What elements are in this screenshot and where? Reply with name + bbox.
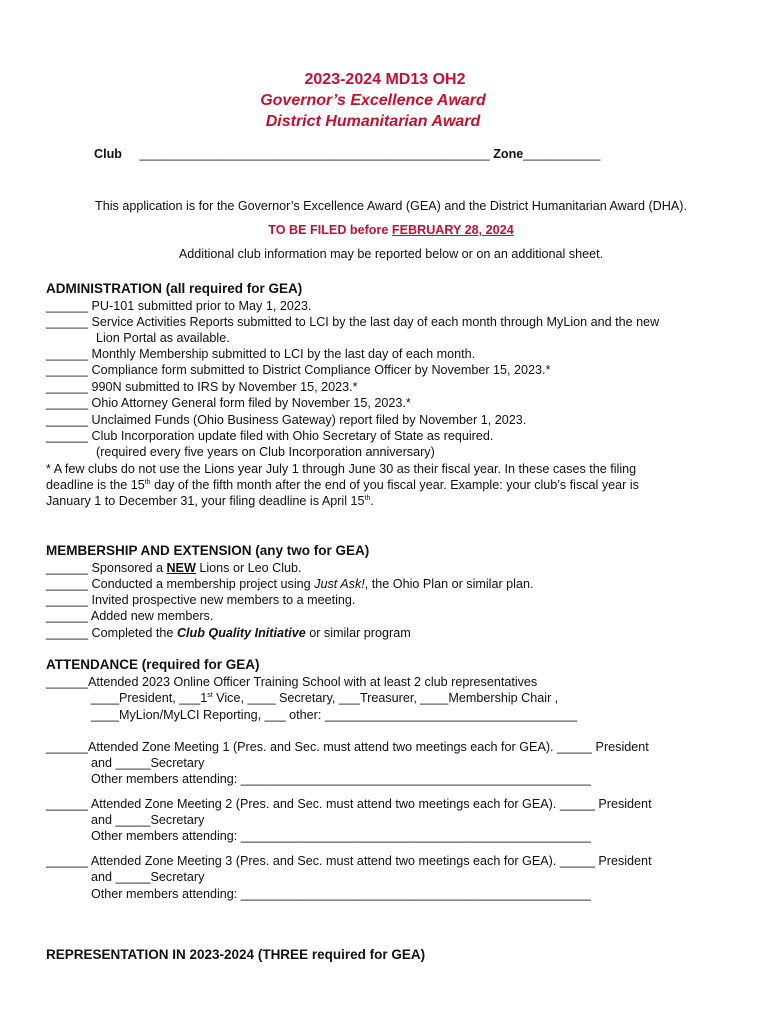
membership-item — [46, 560, 302, 576]
training-roles-other[interactable]: ____MyLion/MyLCI Reporting, ___ other: ____________________________________ — [91, 708, 577, 722]
club-zone-row — [94, 147, 600, 161]
admin-item — [46, 379, 358, 395]
admin-item-continuation: Lion Portal as available. — [96, 331, 230, 345]
admin-item-label: Ohio Attorney General form filed by November 15, 2023.* — [91, 396, 411, 410]
admin-item-label: 990N submitted to IRS by November 15, 2023.* — [91, 380, 358, 394]
membership-item — [46, 592, 355, 608]
emphasis-new: NEW — [166, 561, 196, 575]
checkbox-blank[interactable]: ______ — [46, 609, 89, 623]
zone-meeting-3-secretary[interactable]: and _____Secretary — [91, 870, 205, 884]
membership-item-label: Invited prospective new members to a meeting. — [91, 593, 356, 607]
membership-item-label: Sponsored a — [91, 561, 167, 575]
footnote-line — [46, 493, 374, 509]
membership-heading: MEMBERSHIP AND EXTENSION (any two for GEA) — [46, 543, 370, 558]
program-name: Just Ask! — [314, 577, 365, 591]
admin-item — [46, 314, 659, 330]
attendance-heading: ATTENDANCE (required for GEA) — [46, 657, 260, 672]
administration-heading: ADMINISTRATION (all required for GEA) — [46, 281, 303, 296]
checkbox-blank[interactable]: ______ — [46, 626, 89, 640]
checkbox-blank[interactable]: ______ — [46, 380, 89, 394]
zone-meeting-2-other-members[interactable]: Other members attending: __________________________________________________ — [91, 829, 591, 843]
checkbox-blank[interactable]: ______ — [46, 577, 89, 591]
training-roles-text: ____President, ___1 — [91, 691, 208, 705]
deadline-notice — [0, 223, 770, 237]
admin-item-label: Unclaimed Funds (Ohio Business Gateway) report filed by November 1, 2023. — [91, 413, 527, 427]
membership-item-label: Conducted a membership project using — [91, 577, 315, 591]
additional-info: Additional club information may be reported below or on an additional sheet. — [178, 247, 604, 261]
checkbox-blank[interactable]: ______ — [46, 561, 89, 575]
deadline-date: FEBRUARY 28, 2024 — [391, 223, 514, 237]
application-intro: This application is for the Governor’s Excellence Award (GEA) and the District Humanitarian Award (DHA). — [95, 199, 687, 213]
membership-item-label: Added new members. — [90, 609, 214, 623]
admin-item — [46, 412, 526, 428]
checkbox-blank[interactable]: ______ — [46, 396, 89, 410]
deadline-prefix: TO BE FILED before — [268, 223, 392, 237]
zone-meeting-1-other-members[interactable]: Other members attending: __________________________________________________ — [91, 772, 591, 786]
admin-item-label: Club Incorporation update filed with Ohio Secretary of State as required. — [91, 429, 494, 443]
zone-meeting-3[interactable]: ______ Attended Zone Meeting 3 (Pres. and Sec. must attend two meetings each for GEA). _____ President — [46, 854, 652, 868]
zone-label: Zone — [493, 147, 524, 161]
training-line[interactable]: ______Attended 2023 Online Officer Training School with at least 2 club representatives — [46, 675, 538, 689]
admin-item — [46, 362, 550, 378]
admin-item — [46, 346, 475, 362]
zone-meeting-2[interactable]: ______ Attended Zone Meeting 2 (Pres. and Sec. must attend two meetings each for GEA). _____ President — [46, 797, 652, 811]
membership-item — [46, 625, 411, 641]
training-roles-text: Vice, ____ Secretary, ___Treasurer, ____Membership Chair , — [212, 691, 559, 705]
membership-item-label: , the Ohio Plan or similar plan. — [364, 577, 534, 591]
page-title: 2023-2024 MD13 OH2 — [304, 71, 466, 88]
membership-item — [46, 576, 533, 592]
admin-item — [46, 428, 493, 444]
zone-meeting-3-other-members[interactable]: Other members attending: __________________________________________________ — [91, 887, 591, 901]
admin-item — [46, 395, 411, 411]
zone-meeting-1-secretary[interactable]: and _____Secretary — [91, 756, 205, 770]
ordinal-suffix: th — [144, 479, 151, 486]
checkbox-blank[interactable]: ______ — [46, 315, 89, 329]
admin-item-label: PU-101 submitted prior to May 1, 2023. — [91, 299, 312, 313]
membership-item-label: Completed the — [91, 626, 177, 640]
checkbox-blank[interactable]: ______ — [46, 347, 89, 361]
representation-heading: REPRESENTATION IN 2023-2024 (THREE required for GEA) — [46, 947, 426, 962]
award-title-gea: Governor’s Excellence Award — [260, 92, 486, 109]
checkbox-blank[interactable]: ______ — [46, 299, 89, 313]
award-title-dha: District Humanitarian Award — [265, 113, 481, 130]
admin-item-label: Compliance form submitted to District Compliance Officer by November 15, 2023.* — [91, 363, 551, 377]
footnote-text: . — [370, 494, 374, 508]
footnote-text: day of the fifth month after the end of you fiscal year. Example: your club’s fiscal year is — [150, 478, 639, 492]
club-label: Club — [94, 147, 122, 161]
checkbox-blank[interactable]: ______ — [46, 413, 89, 427]
footnote-text: January 1 to December 31, your filing deadline is April 15 — [46, 494, 365, 508]
membership-item-label: Lions or Leo Club. — [195, 561, 302, 575]
admin-item — [46, 298, 311, 314]
training-roles[interactable] — [91, 690, 558, 706]
admin-item-label: Monthly Membership submitted to LCI by the last day of each month. — [91, 347, 476, 361]
footnote-line: * A few clubs do not use the Lions year July 1 through June 30 as their fiscal year. In these cases the filing — [46, 462, 637, 476]
checkbox-blank[interactable]: ______ — [46, 363, 89, 377]
ordinal-suffix: th — [364, 495, 371, 502]
ordinal-suffix: st — [207, 692, 213, 699]
zone-meeting-1[interactable]: ______Attended Zone Meeting 1 (Pres. and Sec. must attend two meetings each for GEA). _____ President — [46, 740, 649, 754]
admin-item-continuation: (required every five years on Club Incorporation anniversary) — [96, 445, 435, 459]
membership-item — [46, 608, 213, 624]
zone-meeting-2-secretary[interactable]: and _____Secretary — [91, 813, 205, 827]
program-name: Club Quality Initiative — [176, 626, 306, 640]
footnote-text: deadline is the 15 — [46, 478, 145, 492]
zone-field[interactable]: ___________ — [523, 147, 601, 161]
membership-item-label: or similar program — [305, 626, 411, 640]
club-name-field[interactable]: __________________________________________________ — [139, 147, 490, 161]
checkbox-blank[interactable]: ______ — [46, 593, 89, 607]
footnote-line — [46, 477, 639, 493]
checkbox-blank[interactable]: ______ — [46, 429, 89, 443]
admin-item-label: Service Activities Reports submitted to LCI by the last day of each month through MyLion and the new — [91, 315, 660, 329]
